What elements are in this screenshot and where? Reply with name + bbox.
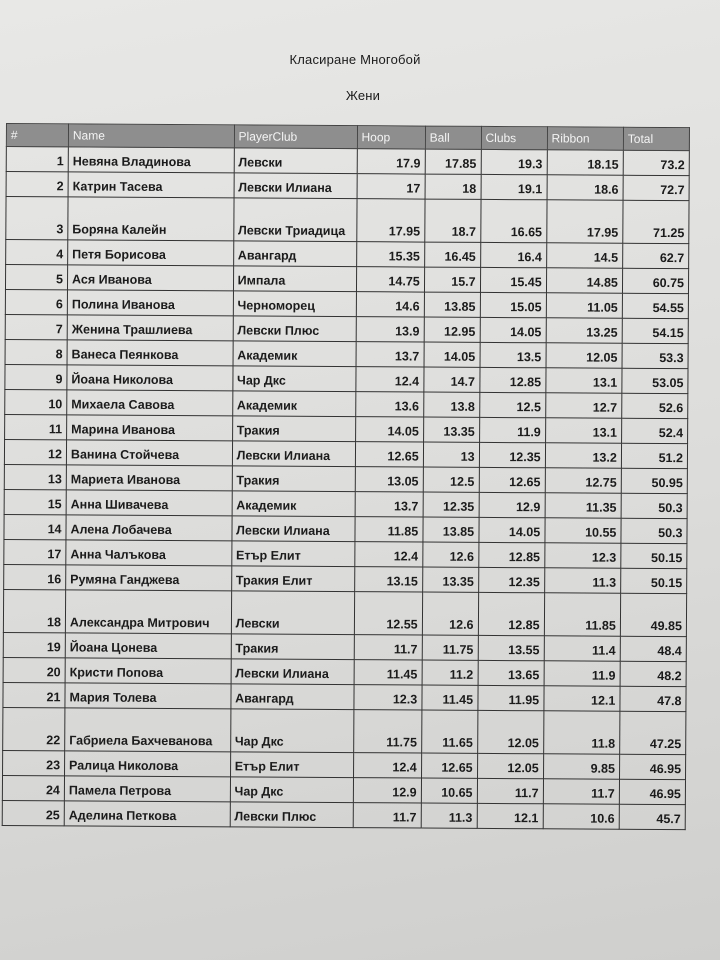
cell-club: Левски — [234, 148, 357, 174]
cell-club: Левски — [231, 591, 354, 635]
cell-ribbon: 18.15 — [547, 150, 623, 175]
cell-clubs: 12.85 — [478, 592, 544, 635]
cell-hoop: 13.6 — [355, 392, 423, 417]
cell-ball: 15.7 — [424, 267, 480, 292]
cell-club: Чар Дкс — [233, 366, 356, 392]
cell-rank: 23 — [3, 750, 65, 775]
cell-rank: 15 — [4, 489, 66, 514]
cell-clubs: 12.35 — [478, 567, 544, 592]
cell-ribbon: 12.3 — [544, 543, 620, 568]
cell-hoop: 12.4 — [354, 542, 422, 567]
cell-hoop: 14.05 — [355, 417, 423, 442]
cell-rank: 3 — [6, 197, 68, 240]
cell-rank: 14 — [4, 514, 66, 539]
cell-club: Чар Дкс — [230, 777, 353, 803]
cell-ribbon: 11.8 — [543, 711, 619, 754]
cell-ribbon: 12.1 — [544, 686, 620, 711]
cell-ball: 17.85 — [425, 149, 481, 174]
cell-name: Румяна Ганджева — [66, 565, 232, 591]
cell-club: Чар Дкс — [230, 709, 353, 753]
cell-total: 45.7 — [619, 804, 685, 829]
cell-ribbon: 12.75 — [545, 468, 621, 493]
cell-ribbon: 10.55 — [545, 518, 621, 543]
header-name: Name — [68, 124, 234, 148]
header-clubs: Clubs — [481, 126, 547, 149]
cell-clubs: 12.85 — [479, 367, 545, 392]
cell-clubs: 19.1 — [481, 174, 547, 199]
cell-ball: 14.05 — [424, 342, 480, 367]
cell-club: Авангард — [233, 241, 356, 267]
cell-rank: 6 — [5, 289, 67, 314]
document-subtitle: Жени — [345, 88, 381, 103]
cell-ribbon: 11.35 — [545, 493, 621, 518]
cell-hoop: 15.35 — [356, 242, 424, 267]
header-hoop: Hoop — [357, 126, 425, 149]
results-body — [2, 147, 689, 830]
cell-name: Алена Лобачева — [66, 515, 232, 541]
cell-club: Тракия — [231, 634, 354, 660]
cell-ball: 14.7 — [424, 367, 480, 392]
cell-club: Левски Плюс — [230, 802, 353, 828]
header-club: PlayerClub — [234, 125, 357, 149]
cell-total: 51.2 — [621, 443, 687, 468]
cell-name: Анна Чалъкова — [66, 540, 232, 566]
cell-clubs: 12.85 — [478, 542, 544, 567]
cell-total: 73.2 — [623, 150, 689, 175]
cell-ribbon: 11.4 — [544, 636, 620, 661]
cell-rank: 10 — [5, 389, 67, 414]
cell-rank: 20 — [3, 657, 65, 682]
table-row — [3, 707, 686, 754]
cell-club: Тракия — [232, 416, 355, 442]
cell-clubs: 12.5 — [479, 392, 545, 417]
cell-ball: 11.2 — [422, 660, 478, 685]
cell-total: 52.4 — [621, 418, 687, 443]
cell-club: Академик — [232, 391, 355, 417]
cell-rank: 9 — [5, 364, 67, 389]
cell-clubs: 11.7 — [477, 778, 543, 803]
cell-name: Полина Иванова — [67, 290, 233, 316]
cell-ball: 11.45 — [422, 685, 478, 710]
cell-rank: 16 — [4, 564, 66, 589]
cell-hoop: 12.65 — [355, 442, 423, 467]
cell-rank: 12 — [4, 439, 66, 464]
cell-name: Ванеса Пеянкова — [67, 340, 233, 366]
cell-clubs: 19.3 — [481, 149, 547, 174]
cell-ball: 13.35 — [423, 417, 479, 442]
cell-ball: 12.95 — [424, 317, 480, 342]
cell-ribbon: 12.05 — [546, 343, 622, 368]
cell-total: 60.75 — [622, 268, 688, 293]
cell-club: Етър Елит — [231, 541, 354, 567]
cell-ball: 18.7 — [424, 199, 480, 242]
cell-rank: 19 — [3, 632, 65, 657]
cell-rank: 13 — [4, 464, 66, 489]
cell-ball: 12.35 — [423, 492, 479, 517]
cell-clubs: 12.65 — [479, 467, 545, 492]
cell-total: 48.2 — [620, 661, 686, 686]
cell-total: 54.15 — [622, 318, 688, 343]
cell-club: Етър Елит — [230, 752, 353, 778]
cell-club: Левски Илиана — [231, 659, 354, 685]
cell-ball: 16.45 — [424, 242, 480, 267]
cell-total: 53.05 — [622, 368, 688, 393]
cell-clubs: 16.65 — [480, 199, 546, 242]
cell-rank: 21 — [3, 682, 65, 707]
cell-name: Мариета Иванова — [66, 465, 232, 491]
cell-name: Анна Шивачева — [66, 490, 232, 516]
cell-name: Йоана Николова — [67, 365, 233, 391]
cell-clubs: 15.05 — [480, 292, 546, 317]
cell-name: Петя Борисова — [68, 240, 234, 266]
cell-total: 49.85 — [620, 593, 686, 636]
cell-ribbon: 13.2 — [545, 443, 621, 468]
cell-club: Тракия — [232, 466, 355, 492]
cell-club: Левски Илиана — [232, 516, 355, 542]
cell-name: Кристи Попова — [65, 658, 231, 684]
cell-club: Левски Плюс — [233, 316, 356, 342]
cell-club: Авангард — [231, 684, 354, 710]
cell-club: Академик — [232, 491, 355, 517]
cell-total: 71.25 — [623, 200, 689, 243]
cell-ball: 12.6 — [422, 592, 478, 635]
cell-ball: 13.85 — [423, 517, 479, 542]
cell-rank: 8 — [5, 339, 67, 364]
cell-total: 46.95 — [619, 754, 685, 779]
cell-ribbon: 14.5 — [546, 243, 622, 268]
cell-name: Йоана Цонева — [65, 633, 231, 659]
cell-ball: 11.75 — [422, 635, 478, 660]
cell-total: 72.7 — [623, 175, 689, 200]
cell-ball: 13.85 — [424, 292, 480, 317]
cell-name: Ралица Николова — [64, 751, 230, 777]
cell-ribbon: 13.1 — [546, 368, 622, 393]
cell-clubs: 14.05 — [480, 317, 546, 342]
header-ribbon: Ribbon — [547, 127, 623, 150]
cell-ball: 12.5 — [423, 467, 479, 492]
cell-club: Левски Илиана — [234, 173, 357, 199]
cell-name: Невяна Владинова — [68, 147, 234, 173]
cell-clubs: 12.1 — [477, 803, 543, 828]
cell-hoop: 17.95 — [356, 199, 424, 242]
document-title: Класиране Многобой — [289, 52, 421, 67]
results-table — [2, 123, 690, 830]
cell-ribbon: 11.7 — [543, 779, 619, 804]
cell-club: Левски Триадица — [233, 198, 356, 242]
cell-hoop: 11.7 — [353, 803, 421, 828]
cell-clubs: 11.95 — [478, 685, 544, 710]
cell-rank: 7 — [5, 314, 67, 339]
cell-rank: 25 — [2, 800, 64, 825]
cell-clubs: 12.05 — [477, 710, 543, 753]
cell-ball: 10.65 — [421, 778, 477, 803]
cell-hoop: 13.05 — [355, 467, 423, 492]
cell-hoop: 13.7 — [355, 492, 423, 517]
cell-total: 50.15 — [621, 568, 687, 593]
cell-clubs: 15.45 — [480, 267, 546, 292]
cell-club: Академик — [233, 341, 356, 367]
cell-ball: 12.65 — [421, 753, 477, 778]
cell-ball: 12.6 — [422, 542, 478, 567]
cell-clubs: 14.05 — [479, 517, 545, 542]
cell-name: Мария Толева — [65, 683, 231, 709]
cell-ball: 11.65 — [421, 710, 477, 753]
cell-name: Марина Иванова — [67, 415, 233, 441]
cell-rank: 1 — [6, 147, 68, 172]
cell-ribbon: 10.6 — [543, 804, 619, 829]
cell-hoop: 12.4 — [353, 753, 421, 778]
cell-name: Ванина Стойчева — [66, 440, 232, 466]
cell-ball: 13.35 — [422, 567, 478, 592]
cell-hoop: 11.75 — [353, 710, 421, 753]
cell-ribbon: 13.1 — [545, 418, 621, 443]
cell-rank: 17 — [4, 539, 66, 564]
cell-name: Александра Митрович — [65, 590, 231, 634]
cell-club: Тракия Елит — [231, 566, 354, 592]
table-row — [6, 197, 689, 244]
cell-total: 47.8 — [620, 686, 686, 711]
cell-hoop: 12.9 — [353, 778, 421, 803]
cell-rank: 5 — [5, 265, 67, 290]
cell-hoop: 11.45 — [354, 660, 422, 685]
cell-total: 47.25 — [620, 711, 686, 754]
cell-rank: 11 — [5, 414, 67, 439]
cell-hoop: 13.9 — [356, 317, 424, 342]
cell-ball: 11.3 — [421, 803, 477, 828]
cell-rank: 18 — [3, 589, 65, 632]
cell-name: Габриела Бахчеванова — [65, 708, 231, 752]
cell-club: Импала — [233, 266, 356, 292]
cell-name: Женина Трашлиева — [67, 315, 233, 341]
cell-rank: 2 — [6, 172, 68, 197]
cell-total: 48.4 — [620, 636, 686, 661]
cell-ball: 13.8 — [423, 392, 479, 417]
header-ball: Ball — [425, 126, 481, 149]
cell-ribbon: 9.85 — [543, 754, 619, 779]
cell-total: 46.95 — [619, 779, 685, 804]
cell-total: 50.3 — [621, 493, 687, 518]
cell-hoop: 13.7 — [356, 342, 424, 367]
cell-rank: 22 — [3, 707, 65, 750]
cell-hoop: 12.4 — [355, 367, 423, 392]
cell-ball: 13 — [423, 442, 479, 467]
cell-total: 50.15 — [621, 543, 687, 568]
cell-hoop: 17 — [357, 174, 425, 199]
cell-club: Левски Илиана — [232, 441, 355, 467]
cell-clubs: 12.35 — [479, 442, 545, 467]
cell-hoop: 12.55 — [354, 592, 422, 635]
cell-ribbon: 12.7 — [545, 393, 621, 418]
cell-total: 54.55 — [622, 293, 688, 318]
cell-ribbon: 11.85 — [544, 593, 620, 636]
table-row — [2, 800, 685, 829]
cell-hoop: 11.85 — [355, 517, 423, 542]
cell-clubs: 12.05 — [477, 753, 543, 778]
cell-name: Памела Петрова — [64, 776, 230, 802]
cell-clubs: 13.5 — [480, 342, 546, 367]
cell-total: 50.95 — [621, 468, 687, 493]
cell-ribbon: 14.85 — [546, 268, 622, 293]
cell-rank: 4 — [6, 240, 68, 265]
cell-hoop: 12.3 — [354, 685, 422, 710]
cell-ribbon: 18.6 — [547, 175, 623, 200]
cell-name: Аделина Петкова — [64, 801, 230, 827]
cell-clubs: 16.4 — [480, 242, 546, 267]
cell-hoop: 11.7 — [354, 635, 422, 660]
cell-name: Михаела Савова — [67, 390, 233, 416]
cell-ribbon: 11.05 — [546, 293, 622, 318]
cell-hoop: 14.75 — [356, 267, 424, 292]
cell-clubs: 13.65 — [478, 660, 544, 685]
cell-ribbon: 11.9 — [544, 661, 620, 686]
cell-total: 53.3 — [622, 343, 688, 368]
cell-rank: 24 — [2, 775, 64, 800]
cell-ribbon: 13.25 — [546, 318, 622, 343]
cell-total: 52.6 — [622, 393, 688, 418]
cell-clubs: 12.9 — [479, 492, 545, 517]
cell-clubs: 13.55 — [478, 635, 544, 660]
cell-ball: 18 — [425, 174, 481, 199]
cell-name: Катрин Тасева — [68, 172, 234, 198]
cell-ribbon: 17.95 — [546, 200, 622, 243]
cell-ribbon: 11.3 — [544, 568, 620, 593]
header-total: Total — [623, 127, 689, 150]
header-rank: # — [6, 124, 68, 147]
cell-name: Ася Иванова — [67, 265, 233, 291]
cell-name: Боряна Калейн — [68, 197, 234, 241]
cell-hoop: 13.15 — [354, 567, 422, 592]
table-row — [3, 589, 686, 636]
cell-clubs: 11.9 — [479, 417, 545, 442]
cell-club: Черноморец — [233, 291, 356, 317]
cell-total: 50.3 — [621, 518, 687, 543]
cell-hoop: 14.6 — [356, 292, 424, 317]
cell-hoop: 17.9 — [357, 149, 425, 174]
cell-total: 62.7 — [622, 243, 688, 268]
